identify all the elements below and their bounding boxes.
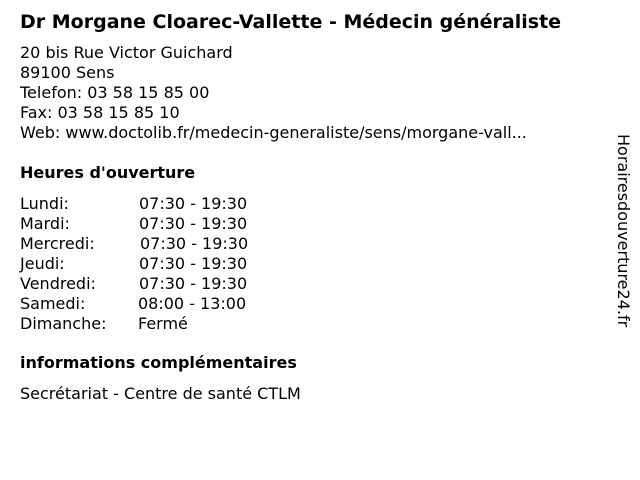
address-city: 89100 Sens [20,63,115,82]
day-label: Mardi: [20,214,70,233]
hours-value: 08:00 - 13:00 [138,294,247,313]
day-label: Mercredi: [20,234,95,253]
contact-block [20,43,527,143]
page-title: Dr Morgane Cloarec-Vallette - Médecin généraliste [20,11,562,33]
hours-value: 07:30 - 19:30 [139,194,248,213]
additional-info-text: Secrétariat - Centre de santé CTLM [20,384,301,403]
hours-value: Fermé [138,314,188,333]
hours-value: 07:30 - 19:30 [139,254,248,273]
additional-info-heading: informations complémentaires [20,353,297,372]
website-link[interactable]: Web: www.doctolib.fr/medecin-generaliste/sens/morgane-vall... [20,123,527,142]
hours-value: 07:30 - 19:30 [139,214,248,233]
phone-number: Telefon: 03 58 15 85 00 [20,83,210,102]
day-label: Dimanche: [20,314,107,333]
site-brand-vertical: Horairesdouverture24.fr [614,134,633,328]
hours-value: 07:30 - 19:30 [139,274,248,293]
day-label: Jeudi: [20,254,65,273]
hours-value: 07:30 - 19:30 [140,234,249,253]
day-label: Lundi: [20,194,69,213]
opening-hours-heading: Heures d'ouverture [20,163,196,182]
day-label: Samedi: [20,294,86,313]
address-street: 20 bis Rue Victor Guichard [20,43,233,62]
fax-number: Fax: 03 58 15 85 10 [20,103,180,122]
day-label: Vendredi: [20,274,96,293]
